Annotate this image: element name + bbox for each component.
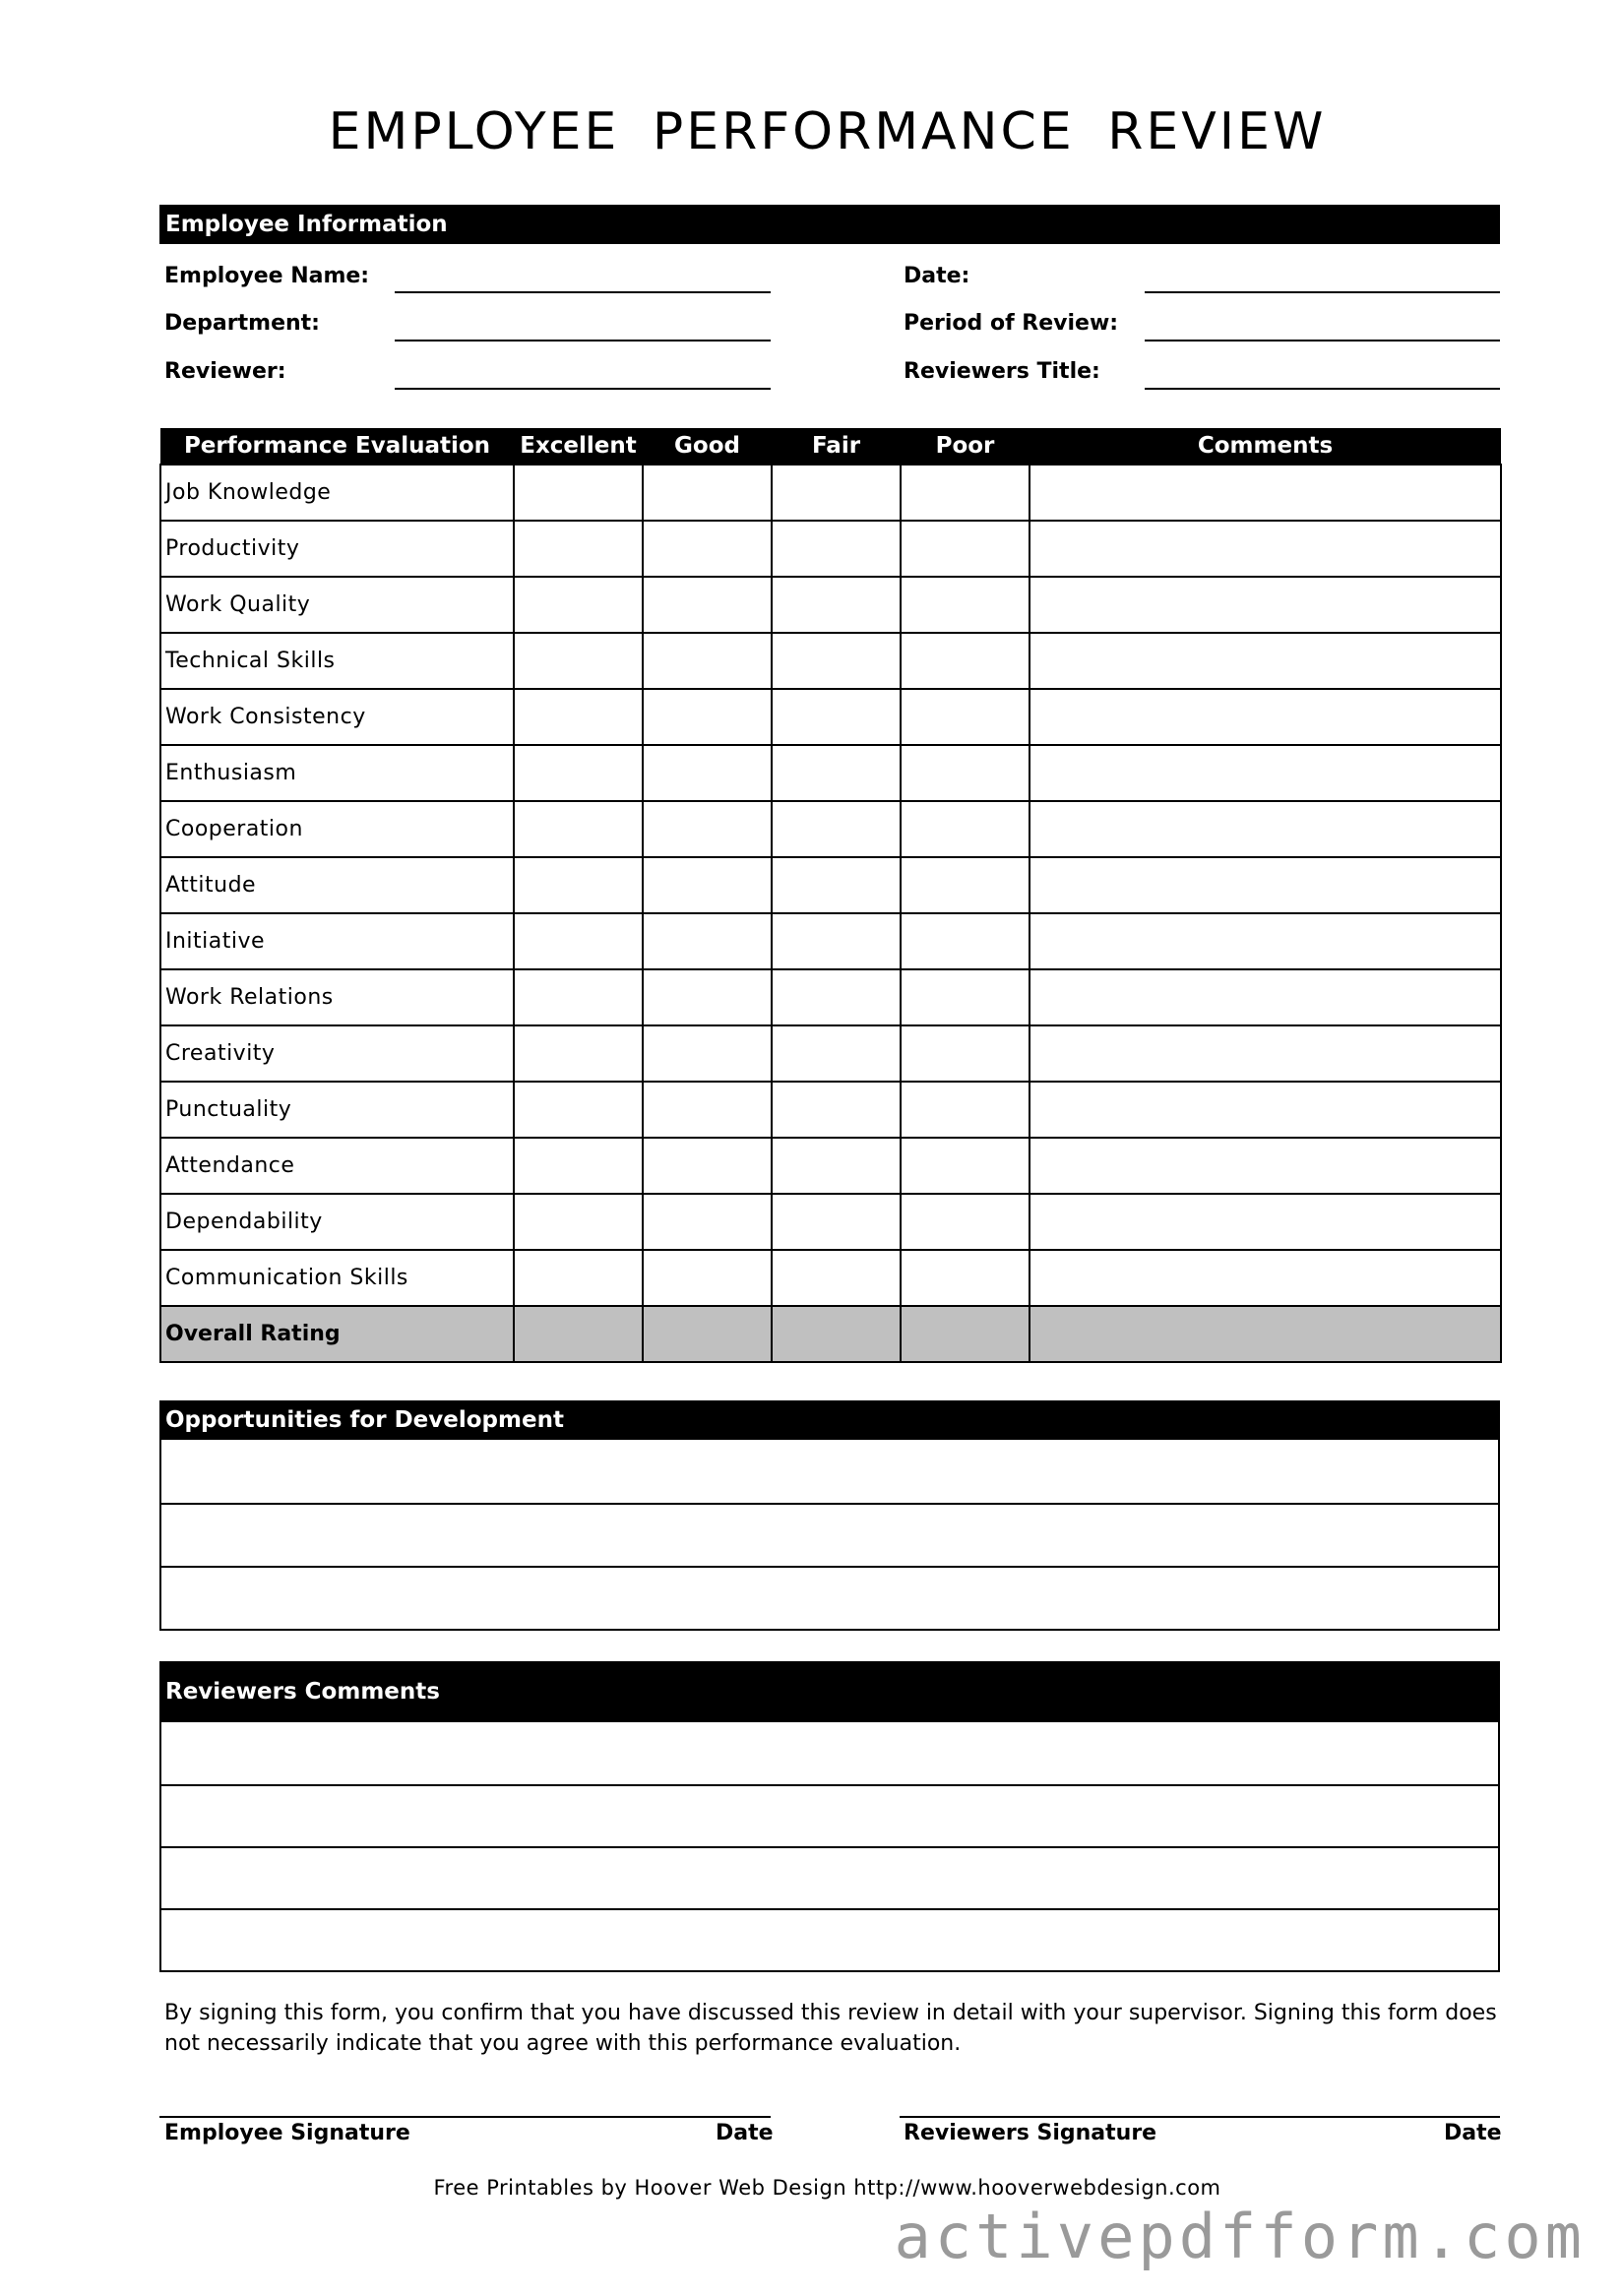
evaluation-row: [160, 1138, 1501, 1194]
reviewer-signature-label: Reviewers Signature: [904, 2121, 1157, 2145]
criterion-label: Creativity: [160, 1025, 514, 1082]
excellent-cell[interactable]: [514, 1194, 643, 1250]
good-cell[interactable]: [643, 1082, 772, 1138]
criterion-label: Cooperation: [160, 801, 514, 857]
good-cell[interactable]: [643, 801, 772, 857]
comments-cell[interactable]: [1030, 1025, 1501, 1082]
criterion-label: Work Consistency: [160, 689, 514, 745]
employee-name-field[interactable]: [395, 291, 771, 293]
comments-cell[interactable]: [1030, 465, 1501, 521]
criterion-label: Technical Skills: [160, 633, 514, 689]
good-cell[interactable]: [643, 521, 772, 577]
fair-cell[interactable]: [772, 1082, 901, 1138]
poor-cell[interactable]: [901, 745, 1030, 801]
overall-rating-label: Overall Rating: [160, 1306, 514, 1362]
fair-cell[interactable]: [772, 857, 901, 913]
fair-cell[interactable]: [772, 1025, 901, 1082]
excellent-cell[interactable]: [514, 1250, 643, 1306]
excellent-cell[interactable]: [514, 1082, 643, 1138]
fair-cell[interactable]: [772, 1194, 901, 1250]
excellent-cell[interactable]: [514, 465, 643, 521]
evaluation-row: [160, 857, 1501, 913]
evaluation-row: [160, 465, 1501, 521]
excellent-cell[interactable]: [514, 913, 643, 969]
column-header-comments: Comments: [1030, 428, 1501, 465]
good-cell[interactable]: [643, 913, 772, 969]
excellent-cell[interactable]: [514, 745, 643, 801]
reviewer-comment-line[interactable]: [161, 1846, 1498, 1908]
development-line[interactable]: [161, 1503, 1498, 1566]
fair-cell[interactable]: [772, 521, 901, 577]
criterion-label: Communication Skills: [160, 1250, 514, 1306]
good-cell[interactable]: [643, 689, 772, 745]
evaluation-row: [160, 1082, 1501, 1138]
evaluation-row: [160, 913, 1501, 969]
employee-info-header: Employee Information: [159, 205, 1500, 244]
table-header-row: [160, 428, 1501, 465]
column-header-good: Good: [643, 428, 772, 465]
fair-cell[interactable]: [772, 633, 901, 689]
comments-cell[interactable]: [1030, 633, 1501, 689]
excellent-cell[interactable]: [514, 521, 643, 577]
reviewer-comment-line[interactable]: [161, 1908, 1498, 1969]
overall-fair-cell[interactable]: [772, 1306, 901, 1362]
department-label: Department:: [164, 311, 320, 336]
period-of-review-label: Period of Review:: [904, 311, 1119, 336]
reviewer-comments-header: Reviewers Comments: [159, 1661, 1500, 1722]
overall-rating-row: [160, 1306, 1501, 1362]
good-cell[interactable]: [643, 1138, 772, 1194]
reviewer-date-label: Date: [1444, 2121, 1502, 2145]
criterion-label: Initiative: [160, 913, 514, 969]
employee-name-label: Employee Name:: [164, 264, 370, 288]
comments-cell[interactable]: [1030, 1250, 1501, 1306]
criterion-label: Attendance: [160, 1138, 514, 1194]
evaluation-row: [160, 745, 1501, 801]
excellent-cell[interactable]: [514, 969, 643, 1025]
comments-cell[interactable]: [1030, 857, 1501, 913]
reviewer-comments-box: [159, 1722, 1500, 1972]
signature-note: By signing this form, you confirm that you have discussed this review in detail with your supervisor. Signing this form does not necessarily indicate that you agree with this performance evaluation.: [164, 2001, 1497, 2056]
reviewer-comment-line[interactable]: [161, 1784, 1498, 1846]
comments-cell[interactable]: [1030, 577, 1501, 633]
fair-cell[interactable]: [772, 1250, 901, 1306]
fair-cell[interactable]: [772, 465, 901, 521]
fair-cell[interactable]: [772, 913, 901, 969]
overall-good-cell[interactable]: [643, 1306, 772, 1362]
development-line[interactable]: [161, 1440, 1498, 1503]
evaluation-row: [160, 1250, 1501, 1306]
excellent-cell[interactable]: [514, 1025, 643, 1082]
good-cell[interactable]: [643, 1194, 772, 1250]
comments-cell[interactable]: [1030, 689, 1501, 745]
comments-cell[interactable]: [1030, 745, 1501, 801]
good-cell[interactable]: [643, 969, 772, 1025]
poor-cell[interactable]: [901, 857, 1030, 913]
excellent-cell[interactable]: [514, 1138, 643, 1194]
poor-cell[interactable]: [901, 969, 1030, 1025]
criterion-label: Productivity: [160, 521, 514, 577]
development-box: [159, 1440, 1500, 1631]
evaluation-row: [160, 689, 1501, 745]
column-header-excellent: Excellent: [514, 428, 643, 465]
development-line[interactable]: [161, 1566, 1498, 1628]
footer-credit: Free Printables by Hoover Web Design http://www.hooverwebdesign.com: [433, 2176, 1221, 2200]
poor-cell[interactable]: [901, 1082, 1030, 1138]
overall-comments-cell[interactable]: [1030, 1306, 1501, 1362]
criterion-label: Attitude: [160, 857, 514, 913]
fair-cell[interactable]: [772, 577, 901, 633]
reviewer-label: Reviewer:: [164, 359, 286, 384]
good-cell[interactable]: [643, 633, 772, 689]
reviewer-signature-line[interactable]: [900, 2116, 1500, 2118]
excellent-cell[interactable]: [514, 577, 643, 633]
criterion-label: Job Knowledge: [160, 465, 514, 521]
page-title: EMPLOYEE PERFORMANCE REVIEW: [328, 102, 1327, 161]
comments-cell[interactable]: [1030, 913, 1501, 969]
poor-cell[interactable]: [901, 465, 1030, 521]
excellent-cell[interactable]: [514, 857, 643, 913]
overall-poor-cell[interactable]: [901, 1306, 1030, 1362]
good-cell[interactable]: [643, 857, 772, 913]
evaluation-row: [160, 1194, 1501, 1250]
reviewers-title-label: Reviewers Title:: [904, 359, 1100, 384]
poor-cell[interactable]: [901, 633, 1030, 689]
employee-date-label: Date: [716, 2121, 774, 2145]
comments-cell[interactable]: [1030, 969, 1501, 1025]
date-label: Date:: [904, 264, 970, 288]
poor-cell[interactable]: [901, 1194, 1030, 1250]
comments-cell[interactable]: [1030, 521, 1501, 577]
criterion-label: Work Relations: [160, 969, 514, 1025]
good-cell[interactable]: [643, 1250, 772, 1306]
evaluation-row: [160, 969, 1501, 1025]
poor-cell[interactable]: [901, 801, 1030, 857]
performance-evaluation-table: [159, 428, 1502, 1363]
poor-cell[interactable]: [901, 1138, 1030, 1194]
watermark: activepdfform.com: [894, 2201, 1586, 2272]
fair-cell[interactable]: [772, 801, 901, 857]
poor-cell[interactable]: [901, 1250, 1030, 1306]
fair-cell[interactable]: [772, 745, 901, 801]
comments-cell[interactable]: [1030, 1138, 1501, 1194]
comments-cell[interactable]: [1030, 801, 1501, 857]
date-field[interactable]: [1145, 291, 1500, 293]
fair-cell[interactable]: [772, 1138, 901, 1194]
column-header-fair: Fair: [772, 428, 901, 465]
excellent-cell[interactable]: [514, 801, 643, 857]
good-cell[interactable]: [643, 1025, 772, 1082]
employee-signature-label: Employee Signature: [164, 2121, 410, 2145]
good-cell[interactable]: [643, 465, 772, 521]
evaluation-row: [160, 577, 1501, 633]
comments-cell[interactable]: [1030, 1194, 1501, 1250]
department-field[interactable]: [395, 340, 771, 341]
reviewer-comment-line[interactable]: [161, 1722, 1498, 1784]
criterion-label: Enthusiasm: [160, 745, 514, 801]
poor-cell[interactable]: [901, 577, 1030, 633]
reviewer-field[interactable]: [395, 388, 771, 390]
fair-cell[interactable]: [772, 969, 901, 1025]
poor-cell[interactable]: [901, 913, 1030, 969]
fair-cell[interactable]: [772, 689, 901, 745]
reviewers-title-field[interactable]: [1145, 388, 1500, 390]
poor-cell[interactable]: [901, 689, 1030, 745]
poor-cell[interactable]: [901, 1025, 1030, 1082]
column-header-criteria: Performance Evaluation: [160, 428, 514, 465]
overall-excellent-cell[interactable]: [514, 1306, 643, 1362]
period-of-review-field[interactable]: [1145, 340, 1500, 341]
good-cell[interactable]: [643, 745, 772, 801]
column-header-poor: Poor: [901, 428, 1030, 465]
evaluation-row: [160, 521, 1501, 577]
evaluation-row: [160, 801, 1501, 857]
comments-cell[interactable]: [1030, 1082, 1501, 1138]
criterion-label: Dependability: [160, 1194, 514, 1250]
evaluation-row: [160, 1025, 1501, 1082]
evaluation-row: [160, 633, 1501, 689]
development-header: Opportunities for Development: [159, 1400, 1500, 1440]
criterion-label: Work Quality: [160, 577, 514, 633]
employee-signature-line[interactable]: [159, 2116, 771, 2118]
excellent-cell[interactable]: [514, 633, 643, 689]
excellent-cell[interactable]: [514, 689, 643, 745]
good-cell[interactable]: [643, 577, 772, 633]
poor-cell[interactable]: [901, 521, 1030, 577]
criterion-label: Punctuality: [160, 1082, 514, 1138]
